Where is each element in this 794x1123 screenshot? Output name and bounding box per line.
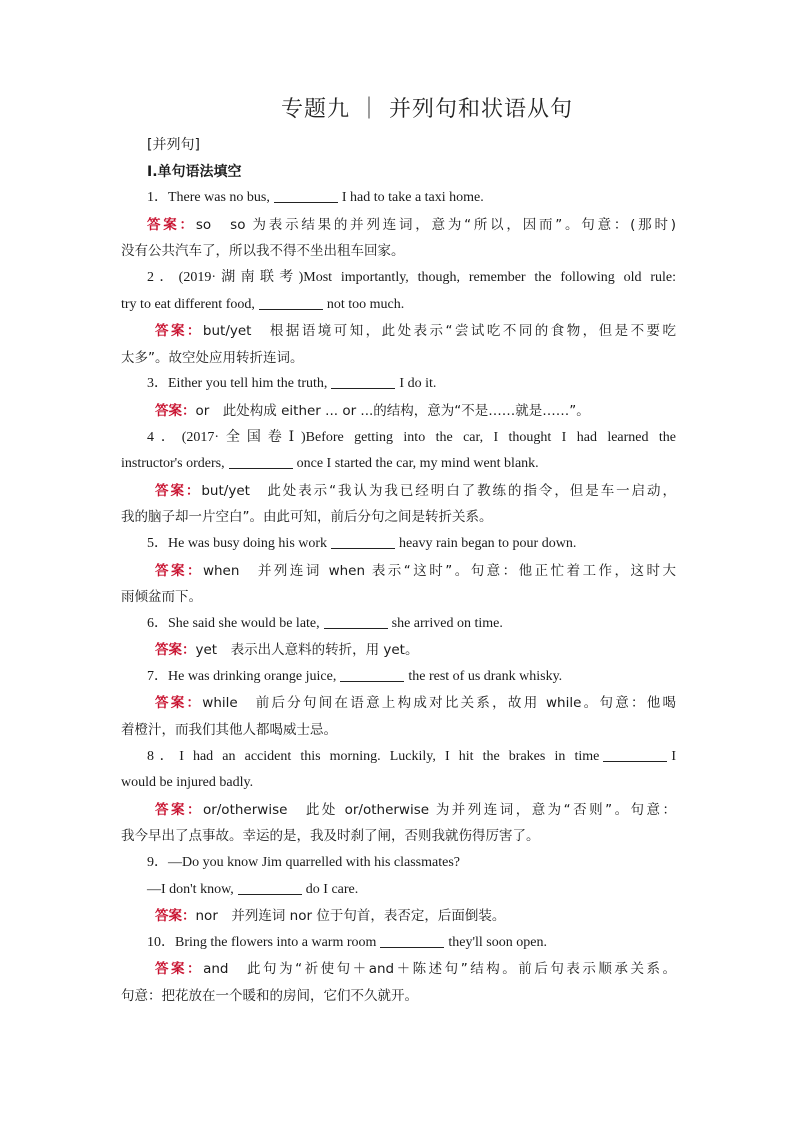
question-2-cont: try to eat different food, not too much.: [121, 296, 405, 312]
answer-7-cont: 着橙汁，而我们其他人都喝威士忌。: [121, 722, 337, 739]
answer-10-cont: 句意：把花放在一个暖和的房间，它们不久就开。: [121, 988, 418, 1004]
document-body: [121, 132, 676, 1010]
answer-blank: [331, 534, 395, 549]
answer-2-cont: 太多”。故空处应用转折连词。: [121, 349, 304, 366]
question-8-cont: would be injured badly.: [121, 775, 254, 791]
answer-blank: [229, 454, 293, 469]
answer-2: 答案：but/yet 根据语境可知，此处表示“尝试吃不同的食物，但是不要吃: [155, 323, 676, 340]
answer-blank: [603, 747, 667, 762]
answer-blank: [331, 374, 395, 389]
answer-5-cont: 雨倾盆而下。: [121, 589, 202, 606]
question-4-cont: instructor's orders, once I started the car, my mind went blank.: [121, 456, 539, 472]
question-1: 1．There was no bus, I had to take a taxi home.: [147, 190, 484, 206]
question-9: 9．—Do you know Jim quarrelled with his classmates?: [147, 855, 461, 871]
answer-4: 答案：but/yet 此处表示“我认为我已经明白了教练的指令，但是车一启动，: [155, 482, 676, 499]
question-3: 3．Either you tell him the truth, I do it.: [147, 376, 437, 392]
answer-1: 答案：so so 为表示结果的并列连词，意为“所以，因而”。句意：(那时): [147, 216, 676, 233]
answer-blank: [340, 667, 404, 682]
question-8: 8．I had an accident this morning. Luckily, I hit the brakes in time I: [147, 748, 676, 764]
part-heading: Ⅰ.单句语法填空: [147, 163, 242, 180]
answer-blank: [259, 295, 323, 310]
answer-4-cont: 我的脑子却一片空白”。由此可知，前后分句之间是转折关系。: [121, 509, 493, 526]
question-10: 10．Bring the flowers into a warm room they'll soon open.: [147, 934, 547, 950]
question-7: 7．He was drinking orange juice, the rest of us drank whisky.: [147, 668, 563, 684]
page-title: 专题九 ｜ 并列句和状语从句: [281, 97, 573, 122]
question-9-cont: —I don't know, do I care.: [147, 881, 359, 897]
answer-9: 答案：nor 并列连词 nor 位于句首，表否定，后面倒装。: [155, 908, 506, 925]
answer-3: 答案：or 此处构成 either ... or ...的结构，意为“不是……就是……”。: [155, 402, 590, 419]
answer-6: 答案：yet 表示出人意料的转折，用 yet。: [155, 642, 419, 659]
answer-5: 答案：when 并列连词 when 表示“这时”。句意：他正忙着工作，这时大: [155, 562, 676, 579]
question-4: 4．(2017·全国卷Ⅰ)Before getting into the car, I thought I had learned the: [147, 429, 676, 445]
answer-8-cont: 我今早出了点事故。幸运的是，我及时刹了闸，否则我就伤得厉害了。: [121, 828, 540, 845]
answer-blank: [274, 188, 338, 203]
question-5: 5．He was busy doing his work heavy rain began to pour down.: [147, 535, 577, 551]
answer-7: 答案：while 前后分句间在语意上构成对比关系，故用 while。句意：他喝: [155, 695, 676, 712]
answer-blank: [238, 880, 302, 895]
section-label: [并列句]: [147, 137, 200, 153]
answer-1-cont: 没有公共汽车了，所以我不得不坐出租车回家。: [121, 243, 405, 260]
answer-blank: [380, 933, 444, 948]
answer-10: 答案：and 此句为“祈使句＋and＋陈述句”结构。前后句表示顺承关系。: [155, 961, 676, 978]
question-2: 2．(2019·湖南联考)Most importantly, though, remember the following old rule:: [147, 269, 676, 285]
answer-8: 答案：or/otherwise 此处 or/otherwise 为并列连词，意为“否则”。句意：: [155, 801, 676, 818]
answer-blank: [324, 614, 388, 629]
question-6: 6．She said she would be late, she arrived on time.: [147, 615, 503, 631]
